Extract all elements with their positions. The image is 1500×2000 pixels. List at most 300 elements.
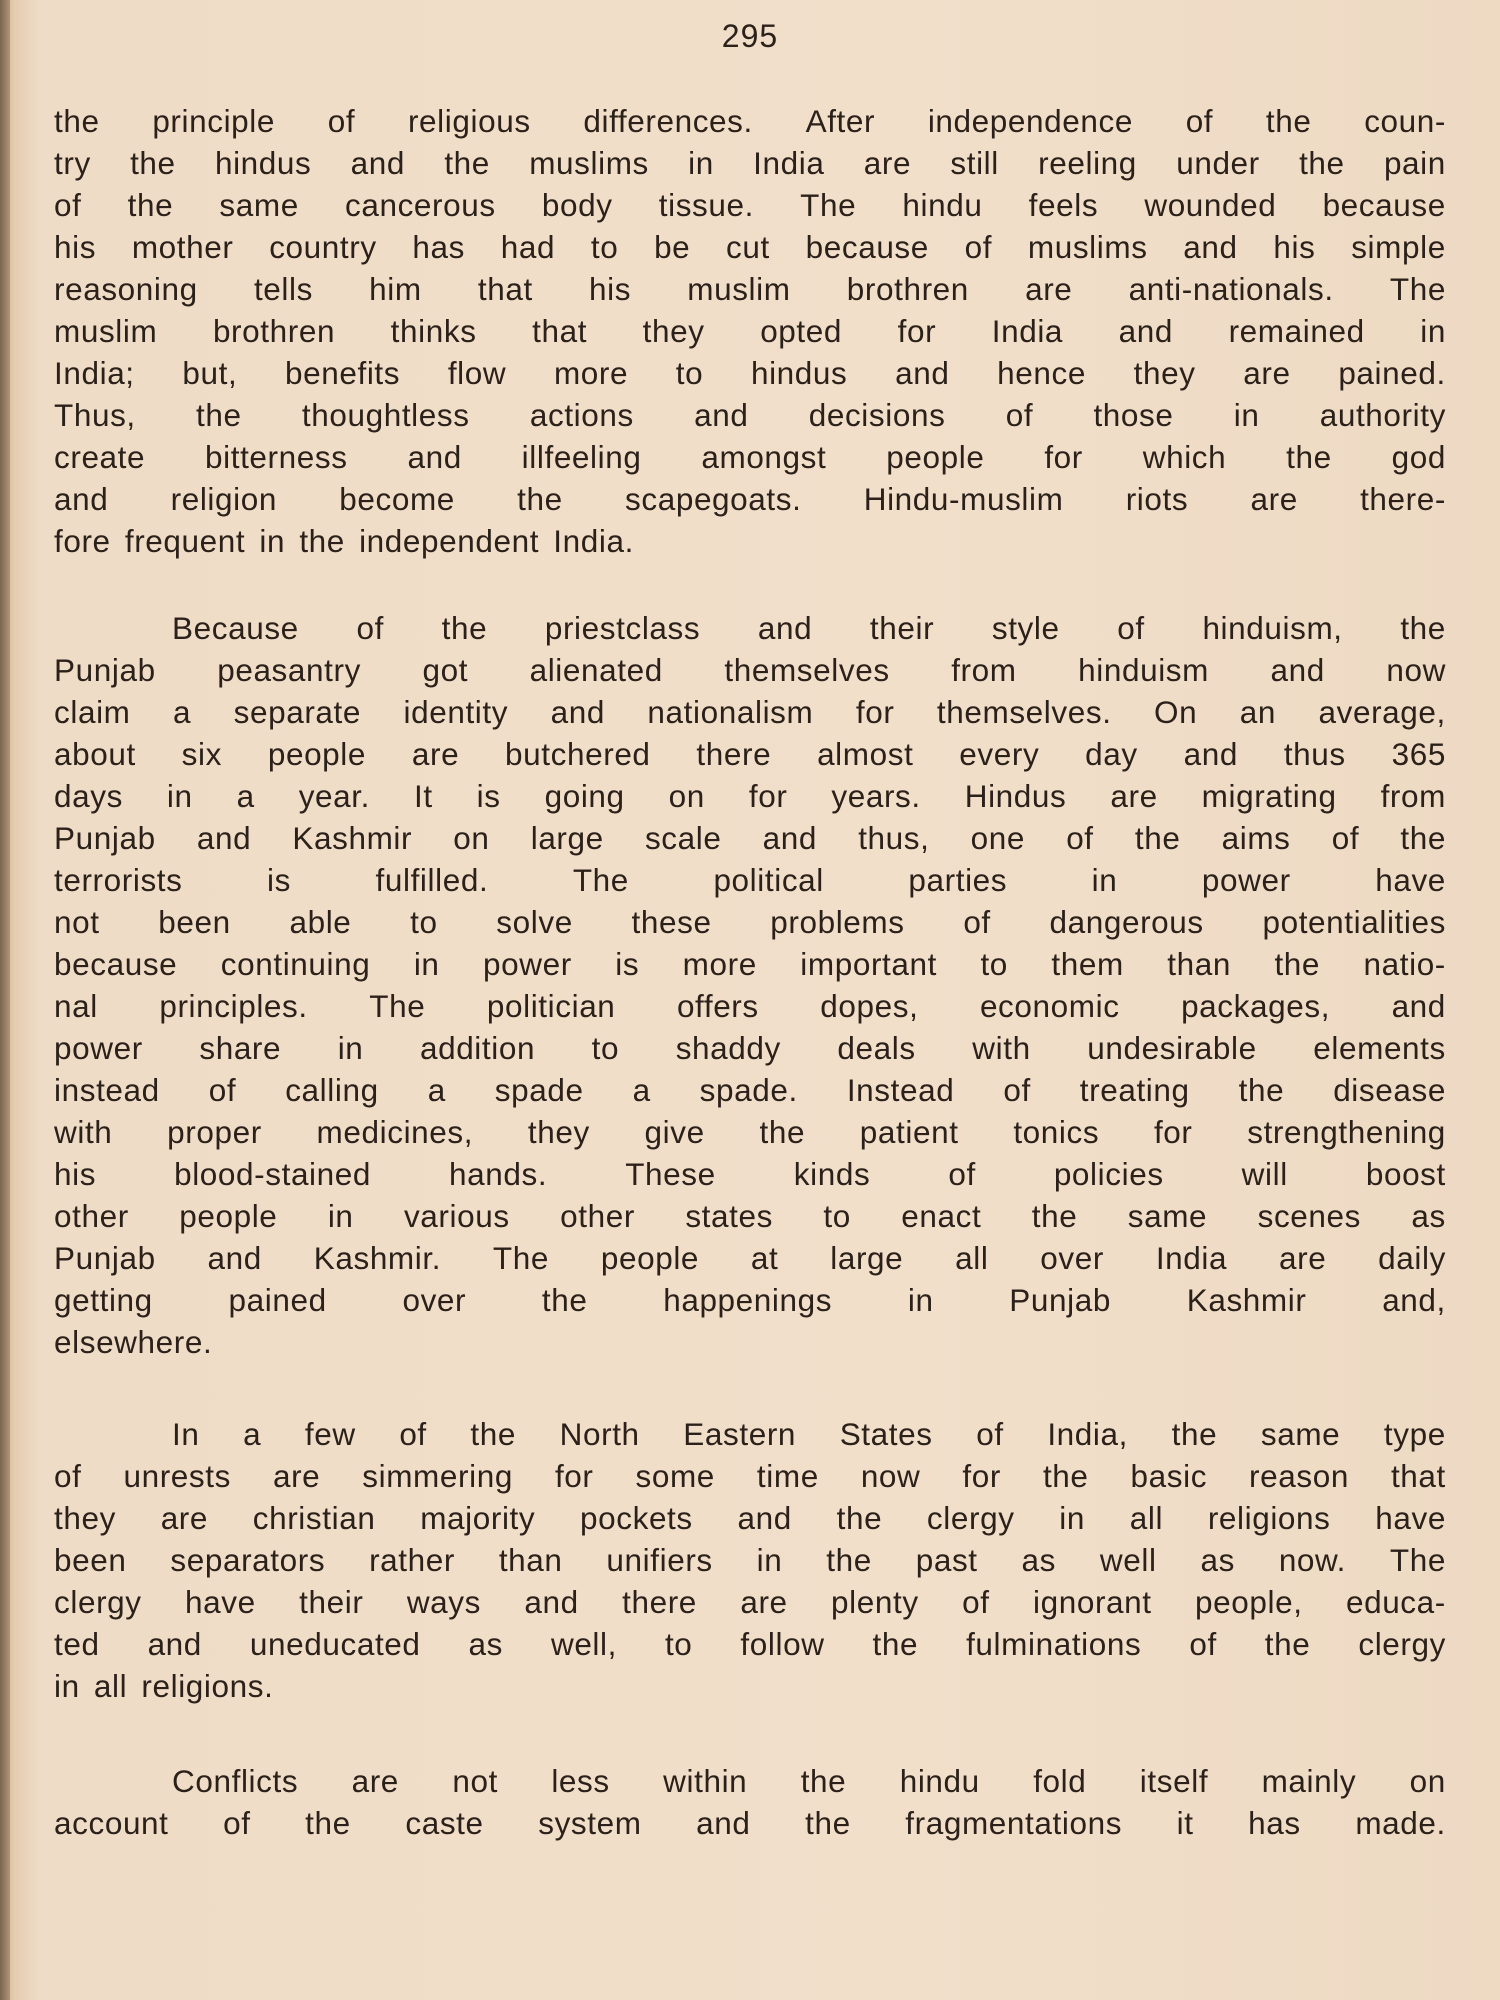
word: Kashmir. [313,1240,442,1276]
word: over [402,1282,467,1318]
paragraph-3 [54,1413,1446,1707]
word: not [452,1763,498,1799]
word: fold [1033,1763,1087,1799]
word: Kashmir [1186,1282,1307,1318]
word: packages, [1181,988,1331,1024]
word: The [492,1240,550,1276]
paragraph-1 [54,100,1446,562]
word: continuing [220,946,371,982]
word: anti-nationals. [1128,271,1334,307]
word: which [1142,439,1227,475]
word: boost [1365,1156,1446,1192]
word: and [1270,652,1325,688]
word: important [800,946,937,982]
word: India, [1047,1416,1128,1452]
word: bitterness [205,439,348,475]
word: peasantry [217,652,361,688]
word: hindus [750,355,848,391]
word: because [1322,187,1446,223]
word: Eastern [683,1416,797,1452]
text-line [54,1027,1446,1069]
word: of [962,1584,990,1620]
word: other [560,1198,635,1234]
word: itself [1139,1763,1209,1799]
word: the [305,1805,351,1841]
text-line [54,226,1446,268]
word: and [762,820,818,856]
word: of [223,1805,251,1841]
word: of [976,1416,1004,1452]
word: an [1239,694,1277,730]
word: tissue. [658,187,754,223]
word: their [299,1584,364,1620]
word: The [572,862,629,898]
word: years. [831,778,921,814]
word: day [1085,736,1138,772]
word: shaddy [675,1030,781,1066]
word: a [427,1072,446,1108]
word: than [1167,946,1231,982]
word: the [1042,1458,1089,1494]
word: power [1201,862,1291,898]
word: his [54,229,97,265]
word: more [553,355,629,391]
word: in [54,1668,80,1704]
word: time [756,1458,819,1494]
word: the [441,610,488,646]
word: the [517,481,563,517]
word: create [54,439,146,475]
word: ignorant [1032,1584,1152,1620]
word: of [1066,820,1094,856]
word: they [642,313,705,349]
word: be [654,229,691,265]
word: the [1286,439,1332,475]
word: in [327,1198,354,1234]
word: are [351,1763,399,1799]
word: of [963,904,991,940]
word: as [1021,1542,1057,1578]
word: of [54,187,82,223]
text-line [54,478,1446,520]
text-line [54,394,1446,436]
word: now. [1278,1542,1347,1578]
word: is [615,946,640,982]
word: It [413,778,433,814]
word: other [54,1198,129,1234]
word: themselves. [936,694,1112,730]
word: been [158,904,231,940]
word: that [477,271,533,307]
word: Punjab [54,1240,156,1276]
word: clergy [54,1584,142,1620]
word: with [54,1114,113,1150]
word: India [1155,1240,1228,1276]
word: few [304,1416,356,1452]
word: scale [644,820,722,856]
word: of [1331,820,1360,856]
word: because [805,229,929,265]
word: them [1051,946,1124,982]
text-line [54,100,1446,142]
word: religion [170,481,277,517]
word: India [991,313,1064,349]
paragraph-2 [54,607,1446,1363]
word: have [185,1584,256,1620]
word: is [267,862,291,898]
word: the [444,145,490,181]
word: are [863,145,912,181]
word: of [327,103,356,139]
word: now [860,1458,921,1494]
word: mother [131,229,234,265]
word: a [632,1072,651,1108]
word: basic [1130,1458,1208,1494]
word: butchered [505,736,651,772]
word: the [1264,1626,1311,1662]
word: Because [172,610,299,646]
word: in [1091,862,1118,898]
word: for [962,1458,1001,1494]
text-line [54,142,1446,184]
word: reason [1249,1458,1349,1494]
word: India [753,145,825,181]
word: coun- [1364,103,1446,139]
word: type [1383,1416,1446,1452]
word: tells [253,271,313,307]
word: system [538,1805,642,1841]
word: has [412,229,466,265]
word: as [1411,1198,1446,1234]
word: and [54,481,109,517]
word: independent [359,523,540,559]
text-line [54,1760,1446,1802]
word: from [951,652,1017,688]
word: and [737,1500,792,1536]
word: frequent [124,523,246,559]
word: deals [837,1030,916,1066]
word: are [1250,481,1298,517]
word: they [54,1500,116,1536]
word: of [1117,610,1145,646]
word: well, [550,1626,617,1662]
word: in [756,1542,783,1578]
word: of [208,1072,237,1108]
word: proper [167,1114,262,1150]
word: are [1110,778,1158,814]
word: people [600,1240,700,1276]
word: reasoning [54,271,198,307]
word: riots [1125,481,1189,517]
text-line [54,607,1446,649]
word: muslim [54,313,158,349]
word: him [369,271,422,307]
word: of [1185,103,1214,139]
word: but, [182,355,238,391]
word: under [1176,145,1260,181]
word: 365 [1391,736,1446,772]
paragraph-4 [54,1760,1446,1844]
word: than [498,1542,563,1578]
word: are [1278,1240,1327,1276]
word: and [757,610,813,646]
word: Thus, [54,397,136,433]
word: ted [54,1626,100,1662]
word: authority [1319,397,1446,433]
word: six [181,736,222,772]
word: has [1248,1805,1301,1841]
word: strengthening [1247,1114,1446,1150]
word: Instead [846,1072,955,1108]
word: a [236,778,255,814]
word: are [160,1500,209,1536]
word: the [130,145,176,181]
book-spine-edge [0,0,10,2000]
word: in [166,778,193,814]
word: follow [740,1626,825,1662]
word: Punjab [54,652,156,688]
text-line [54,817,1446,859]
word: same [1260,1416,1341,1452]
text-line [54,310,1446,352]
word: medicines, [316,1114,474,1150]
word: muslims [1027,229,1148,265]
word: migrating [1201,778,1337,814]
word: large [830,1240,904,1276]
word: clergy [1358,1626,1446,1662]
word: hindu [902,187,983,223]
text-line [54,943,1446,985]
word: enact [901,1198,982,1234]
word: the [826,1542,872,1578]
word: share [199,1030,282,1066]
word: various [403,1198,510,1234]
word: hence [997,355,1086,391]
word: These [625,1156,716,1192]
word: nationalism [647,694,814,730]
word: every [959,736,1040,772]
word: scenes [1257,1198,1362,1234]
word: people [886,439,985,475]
word: After [805,103,876,139]
word: to [590,229,619,265]
word: and [895,355,950,391]
word: there [696,736,772,772]
word: wounded [1144,187,1277,223]
word: differences. [583,103,753,139]
word: give [644,1114,705,1150]
text-line [54,268,1446,310]
word: pained. [1338,355,1446,391]
text-line [54,1279,1446,1321]
word: in [907,1282,934,1318]
word: illfeeling [521,439,642,475]
word: mainly [1261,1763,1357,1799]
word: all [93,1668,128,1704]
word: are [1025,271,1073,307]
word: of [964,229,993,265]
text-line [54,1321,1446,1363]
word: for [855,694,895,730]
word: the [127,187,174,223]
word: the [1265,103,1312,139]
word: god [1391,439,1446,475]
word: unifiers [606,1542,713,1578]
word: and [147,1626,202,1662]
word: the [1134,820,1181,856]
word: in [413,946,440,982]
word: Hindus [964,778,1067,814]
word: account [54,1805,169,1841]
word: spade [494,1072,584,1108]
word: fore [54,523,111,559]
text-line [54,733,1446,775]
word: well [1099,1542,1157,1578]
word: are [272,1458,321,1494]
word: and [196,820,252,856]
word: body [541,187,613,223]
word: principles. [159,988,308,1024]
word: and [694,397,749,433]
word: nal [54,988,98,1024]
word: remained [1228,313,1365,349]
word: undesirable [1087,1030,1257,1066]
word: there- [1360,481,1446,517]
text-line [54,859,1446,901]
text-line [54,649,1446,691]
word: and [696,1805,751,1841]
word: calling [285,1072,379,1108]
word: to [675,355,704,391]
word: simple [1351,229,1446,265]
word: uneducated [249,1626,421,1662]
word: his [54,1156,97,1192]
word: power [483,946,572,982]
word: as [1200,1542,1235,1578]
word: reeling [1038,145,1137,181]
word: brothren [846,271,969,307]
word: been [54,1542,127,1578]
word: of [356,610,384,646]
word: solve [496,904,573,940]
word: economic [979,988,1120,1024]
word: his [1273,229,1316,265]
word: large [530,820,604,856]
word: kinds [793,1156,871,1192]
word: Punjab [54,820,156,856]
word: In [172,1416,200,1452]
word: a [243,1416,262,1452]
word: the [196,397,242,433]
word: that [1390,1458,1446,1494]
word: unrests [123,1458,231,1494]
word: in [1059,1500,1086,1536]
word: on [1409,1763,1446,1799]
word: same [1127,1198,1208,1234]
word: parties [908,862,1008,898]
word: in [259,523,286,559]
word: the [759,1114,806,1150]
word: flow [447,355,507,391]
word: treating [1079,1072,1190,1108]
word: pained [228,1282,327,1318]
word: become [339,481,455,517]
word: and [1183,736,1238,772]
word: amongst [701,439,827,475]
word: the [470,1416,517,1452]
word: average, [1318,694,1446,730]
text-line [54,352,1446,394]
word: made. [1355,1805,1446,1841]
text-line [54,1581,1446,1623]
word: still [950,145,999,181]
word: to [823,1198,851,1234]
word: will [1241,1156,1288,1192]
word: as [468,1626,503,1662]
word: and, [1382,1282,1446,1318]
word: problems [770,904,905,940]
text-line [54,1069,1446,1111]
word: the [1299,145,1345,181]
word: Kashmir [292,820,413,856]
word: is [476,778,501,814]
word: their [869,610,935,646]
word: people, [1195,1584,1303,1620]
word: terrorists [54,862,183,898]
word: in [1233,397,1260,433]
word: the [836,1500,883,1536]
word: the [805,1805,851,1841]
word: almost [817,736,914,772]
word: cut [726,229,770,265]
word: are [411,736,460,772]
word: policies [1053,1156,1164,1192]
word: hindus [214,145,312,181]
word: religions [1207,1500,1331,1536]
word: people [179,1198,278,1234]
word: on [668,778,705,814]
word: that [532,313,588,349]
word: actions [529,397,634,433]
word: hinduism, [1202,610,1343,646]
word: try [54,145,91,181]
word: there [622,1584,697,1620]
word: the [1274,946,1321,982]
word: got [422,652,469,688]
word: all [1129,1500,1164,1536]
word: elsewhere. [54,1324,213,1360]
word: political [713,862,824,898]
word: aims [1221,820,1291,856]
page-number: 295 [721,18,779,54]
word: have [1375,862,1446,898]
word: for [554,1458,594,1494]
word: benefits [285,355,401,391]
word: happenings [663,1282,833,1318]
text-line [54,775,1446,817]
word: country [269,229,377,265]
word: able [289,904,352,940]
word: of [1005,397,1034,433]
text-line [54,1455,1446,1497]
word: thus [1283,736,1346,772]
text-line [54,520,1446,562]
word: for [1153,1114,1193,1150]
word: pain [1383,145,1446,181]
word: the [1238,1072,1285,1108]
word: and [1391,988,1446,1024]
text-line [54,1413,1446,1455]
